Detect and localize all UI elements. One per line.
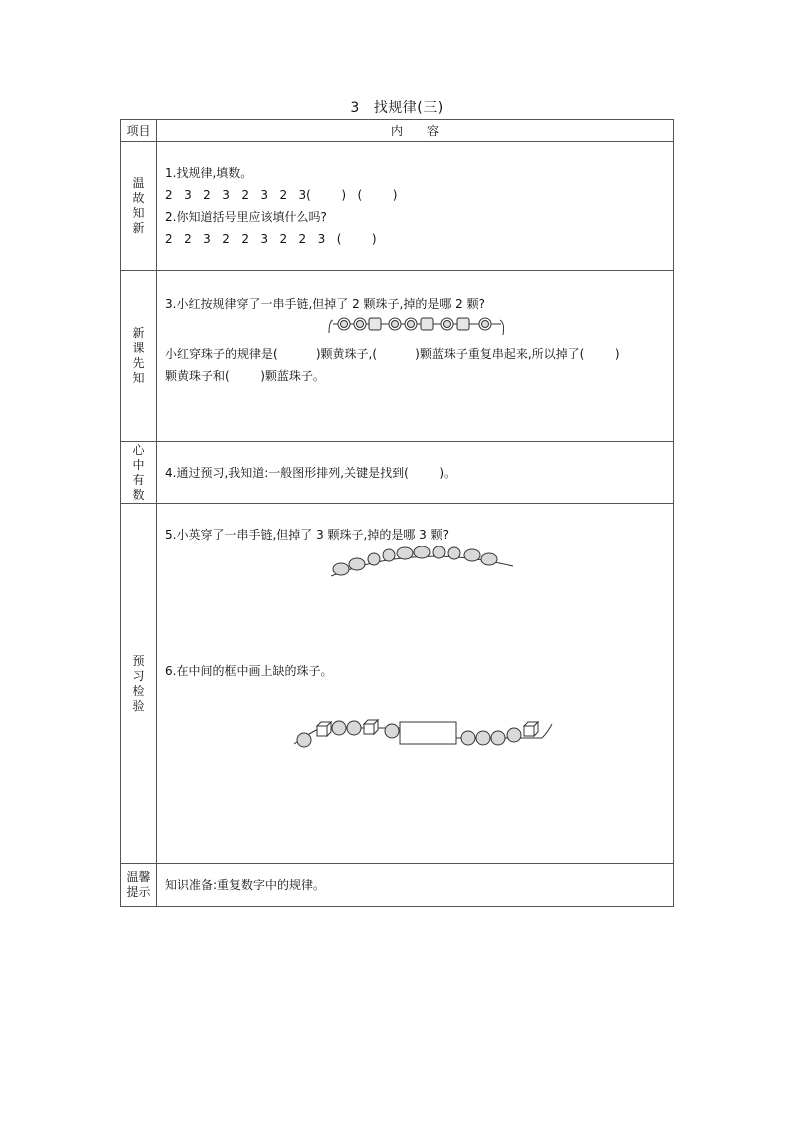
review-q1-sequence: 2 3 2 3 2 3 2 3( ) ( ): [165, 188, 398, 202]
section-label-review: [121, 142, 157, 271]
review-q2-sequence: 2 2 3 2 2 3 2 2 3 ( ): [165, 232, 377, 246]
lesson-title: 找规律(三): [373, 100, 444, 116]
section-practice: [121, 504, 674, 864]
practice-q6: 6.在中间的框中画上缺的珠子。: [165, 664, 333, 678]
section-body-summary: [157, 442, 674, 504]
label-review-text: 温故知新: [132, 176, 145, 235]
missing-beads-box[interactable]: [400, 722, 456, 744]
section-label-practice: [121, 504, 157, 864]
section-body-review: [157, 142, 674, 271]
section-label-tip: [121, 864, 157, 907]
bracelet-figure-3: [165, 682, 673, 750]
section-label-summary: [121, 442, 157, 504]
header-row: [121, 120, 674, 142]
section-body-tip: [157, 864, 674, 907]
section-body-practice: [157, 504, 674, 864]
bracelet-2-svg: [325, 546, 525, 582]
header-item-label: 项目: [126, 124, 151, 138]
section-preview: [121, 271, 674, 442]
preview-answer-line-1: 小红穿珠子的规律是( )颗黄珠子,( )颗蓝珠子重复串起来,所以掉了( ): [165, 347, 620, 361]
summary-line: 4.通过预习,我知道:一般图形排列,关键是找到( )。: [165, 465, 457, 480]
bracelet-figure-2: [165, 546, 673, 582]
section-review: [121, 142, 674, 271]
worksheet-title: [0, 97, 794, 117]
worksheet-table: [120, 119, 674, 907]
lesson-number: 3: [350, 100, 360, 116]
label-preview-text: 新课先知: [132, 326, 145, 385]
label-tip-text: 温馨提示: [126, 870, 151, 899]
bracelet-figure-1: [165, 315, 673, 343]
header-content-label: 内容: [390, 124, 463, 138]
label-summary-text: 心中有数: [132, 442, 145, 502]
practice-q5: 5.小英穿了一串手链,但掉了 3 颗珠子,掉的是哪 3 颗?: [165, 528, 449, 542]
preview-question: 3.小红按规律穿了一串手链,但掉了 2 颗珠子,掉的是哪 2 颗?: [165, 297, 485, 311]
review-q1: 1.找规律,填数。: [165, 166, 253, 180]
bracelet-3-svg: [290, 704, 560, 754]
bracelet-1-svg: [325, 315, 525, 343]
header-content: [157, 120, 674, 142]
section-tip: [121, 864, 674, 907]
tip-line: 知识准备:重复数字中的规律。: [165, 878, 326, 892]
preview-answer-line-2: 颗黄珠子和( )颗蓝珠子。: [165, 369, 325, 383]
section-body-preview: [157, 271, 674, 442]
section-label-preview: [121, 271, 157, 442]
review-q2: 2.你知道括号里应该填什么吗?: [165, 210, 327, 224]
header-item: [121, 120, 157, 142]
section-summary: [121, 442, 674, 504]
label-practice-text: 预习检验: [132, 653, 145, 713]
